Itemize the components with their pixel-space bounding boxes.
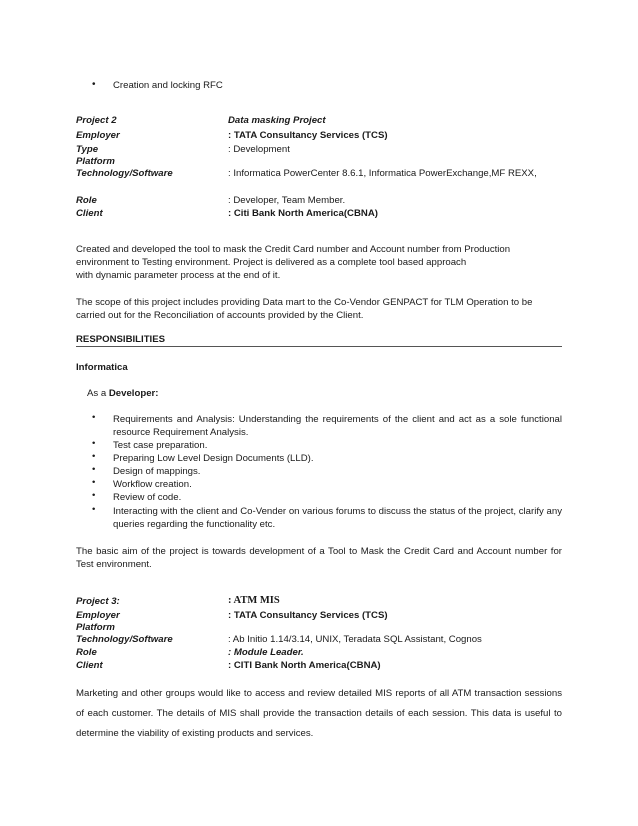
project2-desc-line3: with dynamic parameter process at the end of it. [76,270,281,281]
project2-scope-paragraph: The scope of this project includes providing Data mart to the Co-Vendor GENPACT for TLM Operation to be carried out for the Reconciliation of accounts provided by the Client. [76,297,533,321]
project2-desc-line1: Created and developed the tool to mask the Credit Card number and Account number from Production [76,244,511,255]
bullet-icon: • [92,504,96,515]
project3-role-label: Role [76,647,97,658]
project3-platform-label: Platform [76,622,115,633]
responsibility-item: Requirements and Analysis: Understanding the requirements of the client and act as a sole functional resource Requirement Analysis. [113,414,562,438]
responsibility-item: Interacting with the client and Co-Vender on various forums to discuss the status of the project, clarify any queries regarding the functionality etc. [113,506,562,530]
bullet-icon: • [92,490,96,501]
as-a-role-line [87,388,158,399]
project2-tech-label: Technology/Software [76,168,173,179]
bullet-icon: • [92,464,96,475]
project3-label: Project 3: [76,596,120,607]
bullet-icon: • [92,438,96,449]
project3-role-value: : Module Leader. [228,647,304,658]
project3-employer-label: Employer [76,610,120,621]
project2-client-value: : Citi Bank North America(CBNA) [228,208,378,219]
bullet-icon: • [92,451,96,462]
project2-platform-label: Platform [76,156,115,167]
project2-client-label: Client [76,208,103,219]
bullet-icon: • [92,79,96,90]
project3-tech-value: : Ab Initio 1.14/3.14, UNIX, Teradata SQL Assistant, Cognos [228,634,482,645]
project2-label: Project 2 [76,115,117,126]
section-divider [76,346,562,347]
project2-role-label: Role [76,195,97,206]
project3-employer-value: : TATA Consultancy Services (TCS) [228,610,388,621]
project2-employer-label: Employer [76,130,120,141]
project3-client-label: Client [76,660,103,671]
responsibility-item: Review of code. [113,492,182,503]
project2-type-label: Type [76,144,99,155]
responsibility-item: Workflow creation. [113,479,192,490]
project2-type-value: : Development [228,144,290,155]
project2-tech-value: : Informatica PowerCenter 8.6.1, Informatica PowerExchange,MF REXX, [228,168,537,179]
as-a-prefix: As a [87,388,109,399]
informatica-subheading: Informatica [76,362,128,373]
project3-tech-label: Technology/Software [76,634,173,645]
top-bullet-text: Creation and locking RFC [113,80,223,91]
project2-employer-value: : TATA Consultancy Services (TCS) [228,130,388,141]
responsibilities-heading: RESPONSIBILITIES [76,334,166,345]
as-a-role: Developer: [108,388,159,399]
project2-title: Data masking Project [228,115,326,126]
project3-client-value: : CITI Bank North America(CBNA) [228,660,381,671]
project3-description: Marketing and other groups would like to access and review detailed MIS reports of all ATM transaction sessions of each customer. The details of MIS shall provide the transaction details of each session. This data is useful to determine the viability of existing products and services. [76,688,562,739]
project3-title: : ATM MIS [228,595,280,606]
responsibility-item: Preparing Low Level Design Documents (LLD). [113,453,314,464]
project2-role-value: : Developer, Team Member. [228,195,346,206]
project2-summary: The basic aim of the project is towards development of a Tool to Mask the Credit Card and Account number for Test environment. [76,546,562,570]
bullet-icon: • [92,477,96,488]
responsibility-item: Design of mappings. [113,466,201,477]
project2-desc-line2: environment to Testing environment. Project is delivered as a complete tool based approach [76,257,467,268]
responsibility-item: Test case preparation. [113,440,208,451]
bullet-icon: • [92,412,96,423]
